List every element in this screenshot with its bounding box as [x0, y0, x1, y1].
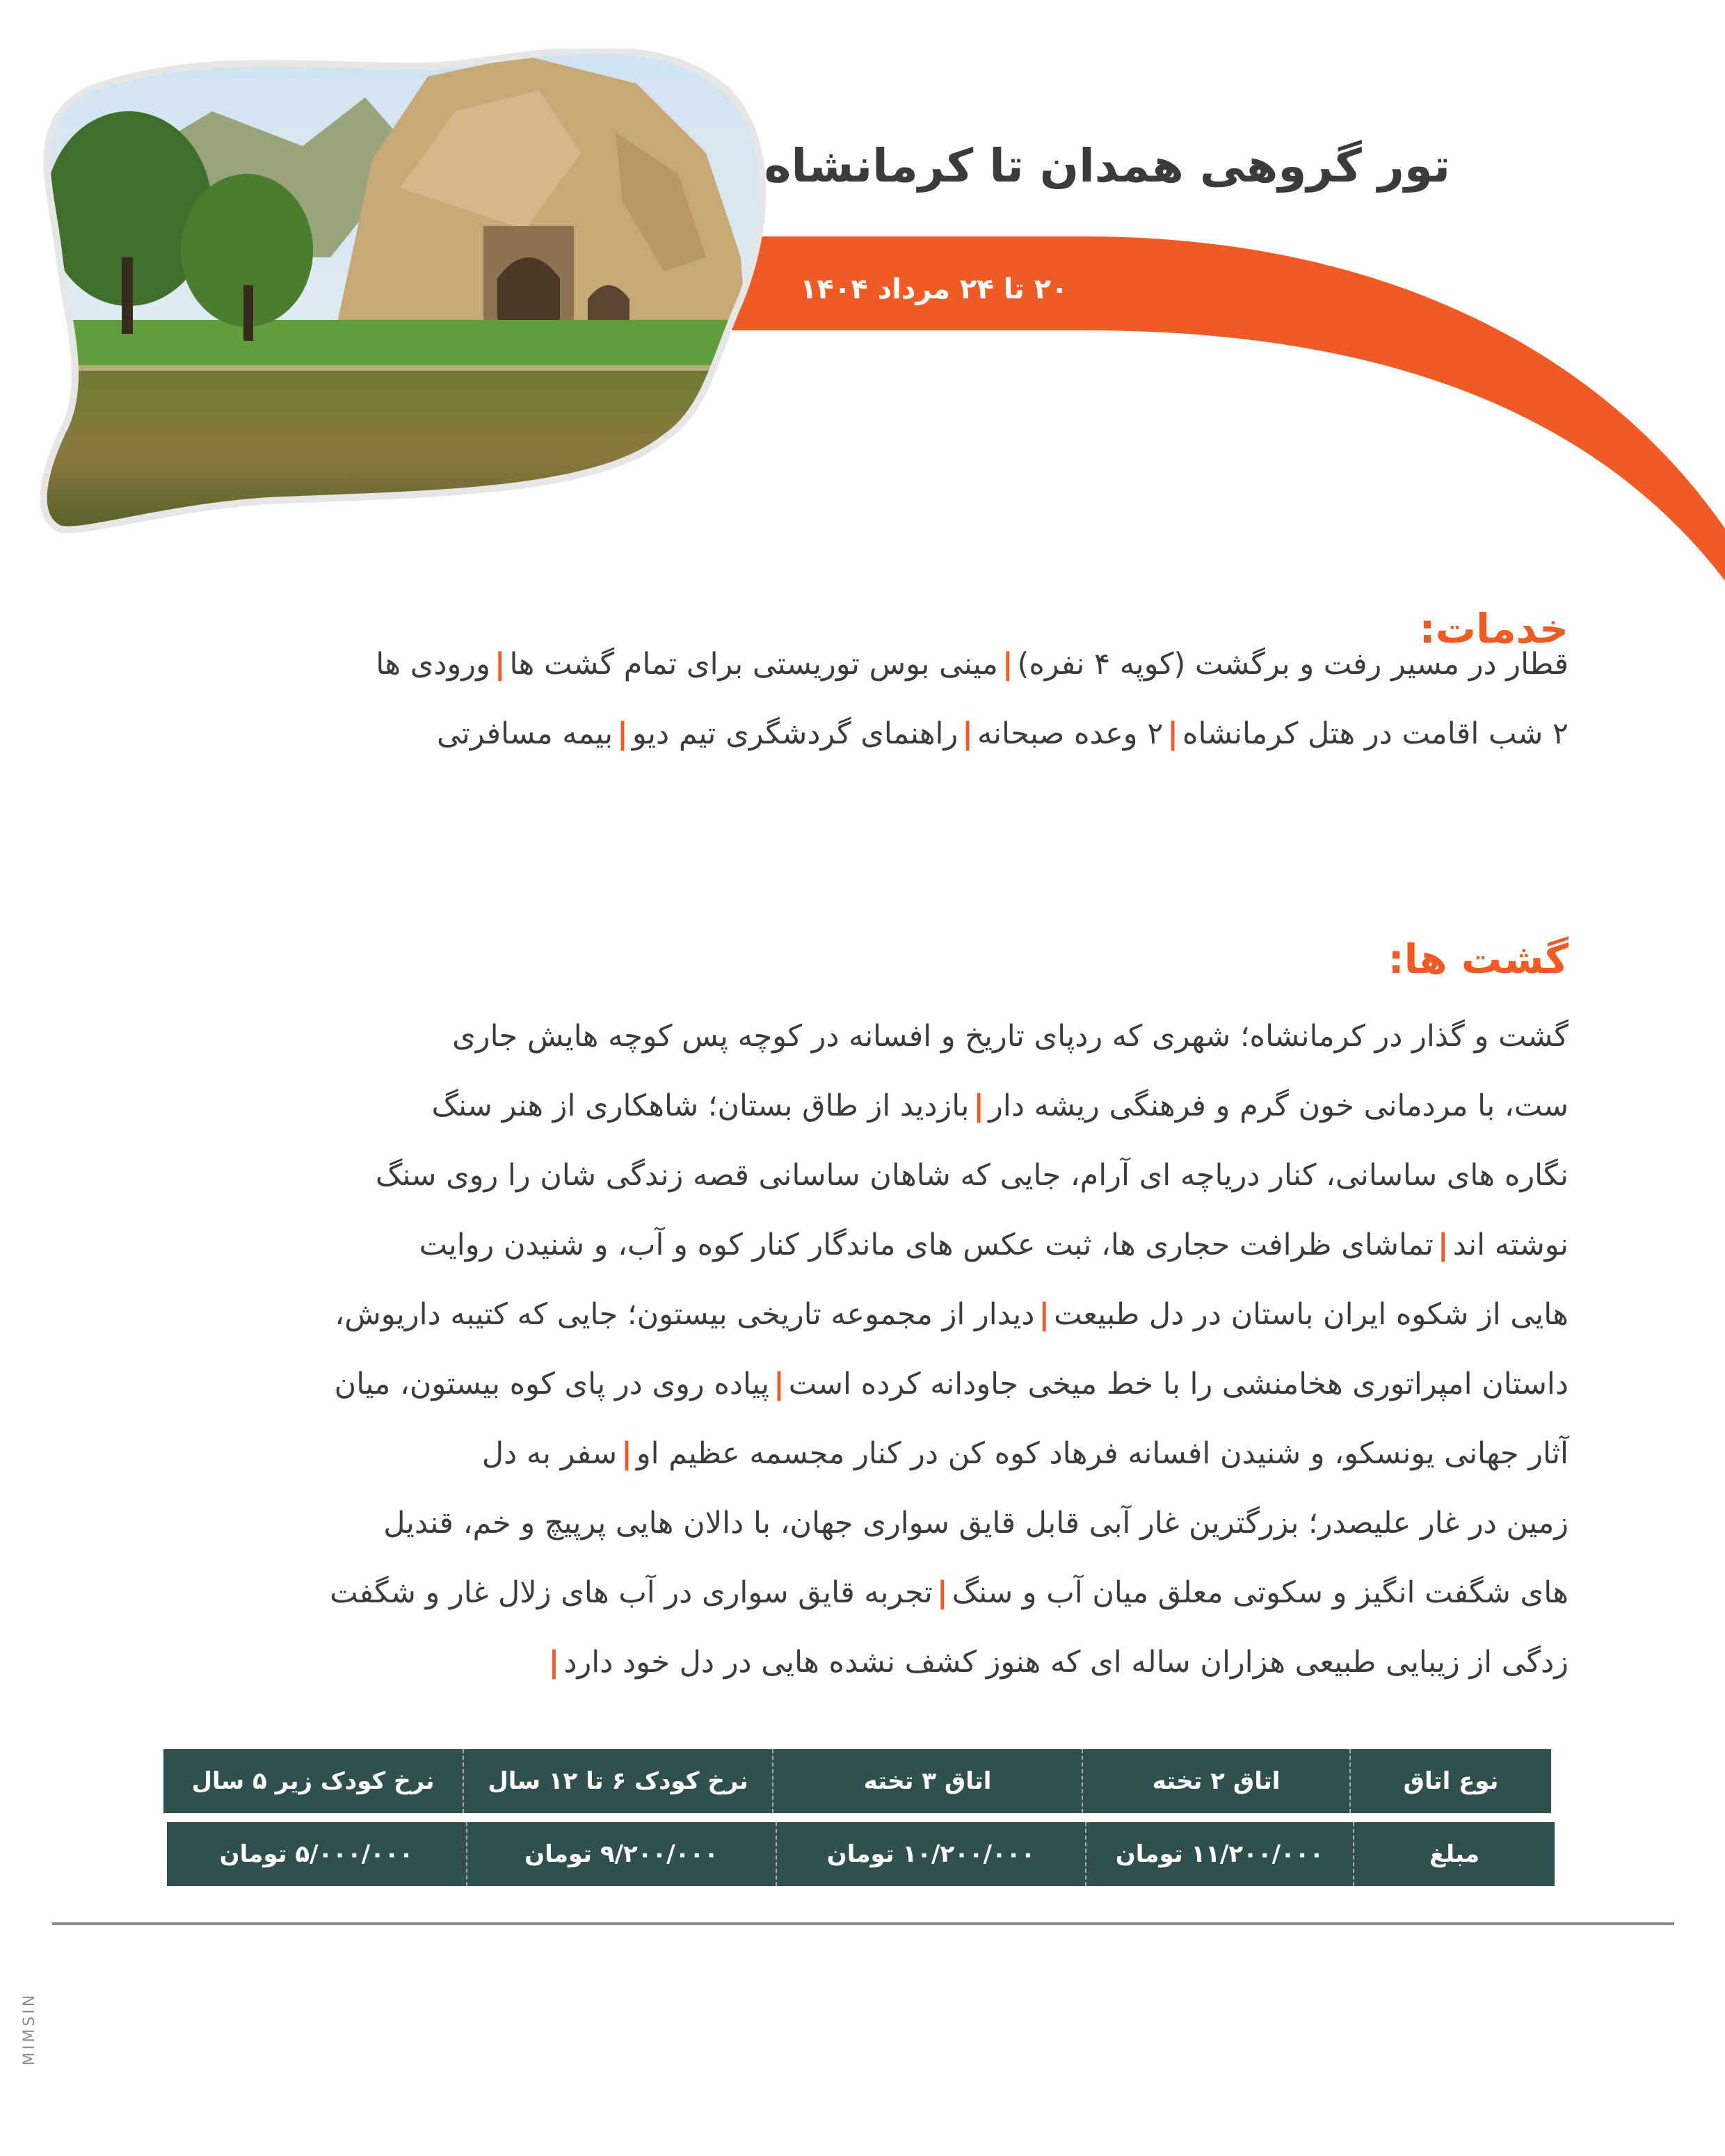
tours-line: هایی از شکوه ایران باستان در دل طبیعت|دیدار از مجموعه تاریخی بیستون؛ جایی که کتیبه داریوش، [335, 1297, 1568, 1332]
tours-text: آثار جهانی یونسکو، و شنیدن افسانه فرهاد کوه کن در کنار مجسمه عظیم او [636, 1436, 1568, 1471]
tours-line: داستان امپراتوری هخامنشی را با خط میخی جاودانه کرده است|پیاده روی در پای کوه بیستون، میان [334, 1367, 1568, 1401]
service-item: ۲ وعده صبحانه [977, 716, 1164, 751]
footer-divider [52, 1922, 1674, 1925]
pricing-value-row [167, 1822, 1555, 1886]
pricing-header-row [163, 1749, 1551, 1813]
tours-text: تماشای ظرافت حجاری ها، ثبت عکس های ماندگار کنار کوه و آب، و شنیدن روایت [419, 1228, 1434, 1262]
tour-date: ۲۰ تا ۲۴ مرداد ۱۴۰۴ [800, 273, 1068, 305]
tours-line: زدگی از زیبایی طبیعی هزاران ساله ای که هنوز کشف نشده هایی در دل خود دارد| [548, 1645, 1568, 1680]
tours-line: آثار جهانی یونسکو، و شنیدن افسانه فرهاد کوه کن در کنار مجسمه عظیم او|سفر به دل [481, 1436, 1568, 1471]
pricing-header-cell: نرخ کودک زیر ۵ سال [191, 1767, 435, 1795]
pricing-value-cell: ۱۰/۲۰۰/۰۰۰ تومان [776, 1822, 1085, 1886]
service-item: ۲ شب اقامت در هتل کرمانشاه [1182, 716, 1568, 751]
tours-line: ست، با مردمانی خون گرم و فرهنگی ریشه دار|بازدید از طاق بستان؛ شاهکاری از هنر سنگ [431, 1088, 1568, 1123]
tours-text: های شگفت انگیز و سکوتی معلق میان آب و سنگ [952, 1575, 1568, 1610]
tours-text: داستان امپراتوری هخامنشی را با خط میخی جاودانه کرده است [788, 1367, 1568, 1401]
tours-description [143, 1001, 1568, 1697]
pricing-value-cell: ۵/۰۰۰/۰۰۰ تومان [219, 1840, 414, 1868]
tours-text: زدگی از زیبایی طبیعی هزاران ساله ای که هنوز کشف نشده هایی در دل خود دارد [563, 1645, 1568, 1680]
taq-bostan-hero-image [38, 49, 769, 546]
page-title: تور گروهی همدان تا کرمانشاه [764, 139, 1450, 193]
pricing-header-cell: نرخ کودک ۶ تا ۱۲ سال [463, 1749, 772, 1813]
tours-text: بازدید از طاق بستان؛ شاهکاری از هنر سنگ [431, 1088, 970, 1123]
service-item: راهنمای گردشگری تیم دیو [632, 716, 958, 751]
tours-line [143, 1141, 1568, 1210]
pricing-header-cell: اتاق ۳ تخته [772, 1749, 1082, 1813]
tours-text: نوشته اند [1452, 1228, 1568, 1262]
pricing-value-cell: ۱۱/۲۰۰/۰۰۰ تومان [1085, 1822, 1353, 1886]
service-item: مینی بوس توریستی برای تمام گشت ها [509, 647, 998, 682]
brand-watermark: MIMSIN [21, 1992, 38, 2066]
pricing-value-cell: مبلغ [1353, 1822, 1555, 1886]
tours-line [143, 1488, 1568, 1558]
services-line: ۲ شب اقامت در هتل کرمانشاه|۲ وعده صبحانه|راهنمای گردشگری تیم دیو|بیمه مسافرتی [437, 716, 1568, 751]
service-item: ورودی ها [376, 647, 490, 682]
tours-text: پیاده روی در پای کوه بیستون، میان [334, 1367, 770, 1401]
tours-line [143, 1001, 1568, 1071]
pricing-header-cell: نوع اتاق [1349, 1749, 1551, 1813]
tours-text: هایی از شکوه ایران باستان در دل طبیعت [1054, 1297, 1568, 1332]
tours-text: تجربه قایق سواری در آب های زلال غار و شگفت [330, 1575, 933, 1610]
pricing-value-cell: ۹/۲۰۰/۰۰۰ تومان [466, 1822, 776, 1886]
tours-heading: گشت ها: [1388, 935, 1568, 983]
services-line: قطار در مسیر رفت و برگشت (کوپه ۴ نفره)|مینی بوس توریستی برای تمام گشت ها|ورودی ها [376, 647, 1568, 682]
tours-text: سفر به دل [481, 1436, 618, 1471]
tours-text: نگاره های ساسانی، کنار دریاچه ای آرام، جایی که شاهان ساسانی قصه زندگی شان را روی سنگ [375, 1158, 1568, 1193]
service-item: بیمه مسافرتی [437, 716, 613, 751]
tours-text: گشت و گذار در کرمانشاه؛ شهری که ردپای تاریخ و افسانه در کوچه پس کوچه هایش جاری [452, 1019, 1568, 1054]
pricing-header-cell: اتاق ۲ تخته [1082, 1749, 1349, 1813]
service-item: قطار در مسیر رفت و برگشت (کوپه ۴ نفره) [1017, 647, 1568, 682]
tours-line: های شگفت انگیز و سکوتی معلق میان آب و سنگ|تجربه قایق سواری در آب های زلال غار و شگفت [330, 1575, 1568, 1610]
tours-text: زمین در غار علیصدر؛ بزرگترین غار آبی قابل قایق سواری جهان، با دالان هایی پرپیچ و خم، قندیل [383, 1506, 1568, 1540]
tours-text: دیدار از مجموعه تاریخی بیستون؛ جایی که کتیبه داریوش، [335, 1297, 1035, 1332]
services-heading: خدمات: [1419, 605, 1568, 652]
services-list [143, 629, 1568, 769]
tours-text: ست، با مردمانی خون گرم و فرهنگی ریشه دار [988, 1088, 1568, 1123]
tours-line: نوشته اند|تماشای ظرافت حجاری ها، ثبت عکس های ماندگار کنار کوه و آب، و شنیدن روایت [419, 1228, 1568, 1262]
